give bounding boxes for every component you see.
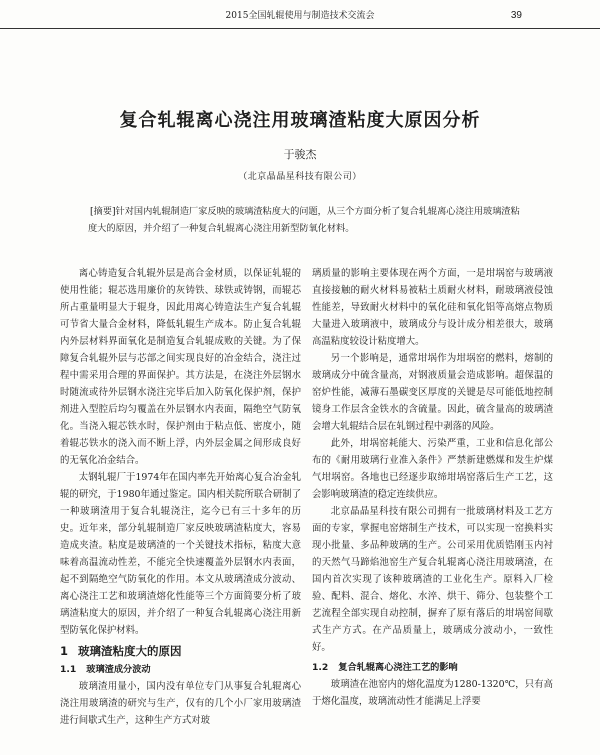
article-title: 复合轧辊离心浇注用玻璃渣粘度大原因分析 <box>119 110 481 131</box>
running-head <box>0 4 600 29</box>
paragraph: 另一个影响是，通常坩埚作为坩埚窑的燃料，熔制的玻璃成分中硫含量高，对钢液质量会造成影响。超保温的窑炉性能，减薄石墨碳变区厚度的关键是尽可能低地控制镜身工作层含金铁水的含硫量。因此，硫含量高的玻璃渣会增大轧辊结合层在轧钢过程中剥落的风险。 <box>312 353 553 432</box>
paragraph: 此外，坩埚窑耗能大、污染严重，工业和信息化部公布的《耐用玻璃行业准入条件》严禁新建燃煤和发生炉煤气坩埚窑。各地也已经逐步取缔坩埚窑落后生产工艺，这会影响玻璃渣的稳定连续供应。 <box>312 438 553 500</box>
paragraph: 北京晶晶星科技有限公司拥有一批玻璃材料及工艺方面的专家，掌握电窑熔制生产技术，可以实现一窑换料实现小批量、多品种玻璃的生产。公司采用优质锆刚玉内衬的天然气马蹄焰池窑生产复合轧辊离心浇注用玻璃渣，在国内首次实现了该种玻璃渣的工业化生产。原料入厂检验、配料、混合、熔化、水淬、烘干、筛分、包装整个工艺流程全部实现自动控制，摒弃了原有落后的坩埚窑间歇式生产方式。在产品质量上，玻璃成分波动小，一致性好。 <box>312 506 553 653</box>
running-head-text: 2015全国轧辊使用与制造技术交流会 <box>225 11 375 21</box>
subsection-title: 复合轧辊离心浇注工艺的影响 <box>338 662 458 673</box>
left-column <box>60 265 301 729</box>
section-number: 1 <box>60 644 69 658</box>
affiliation: （北京晶晶星科技有限公司） <box>238 172 362 182</box>
subsection-heading <box>312 659 553 676</box>
right-column <box>312 265 553 710</box>
paragraph: 玻璃渣在池窑内的熔化温度为1280-1320℃，只有高于熔化温度，玻璃流动性才能满足上浮要 <box>312 679 553 707</box>
paragraph: 离心铸造复合轧辊外层是高合金材质，以保证轧辊的使用性能；辊芯选用廉价的灰铸铁、球铁或铸钢，而辊芯所占重量明显大于辊身，因此用离心铸造法生产复合轧辊可节省大量合金材料，降低轧辊生产成本。防止复合轧辊内外层材料界面氧化是制造复合轧辊成败的关键。为了保障复合轧辊外层与芯部之间实现良好的冶金结合，浇注过程中需采用合理的界面保护。其方法是，在浇注外层钢水时随流或待外层钢水浇注完毕后加入防氧化保护剂，保护剂进入型腔后均匀覆盖在外层钢水内表面，隔绝空气防氧化。当浇入辊芯铁水时，保护剂由于粘点低、密度小，随着辊芯铁水的浇入而不断上浮，内外层金属之间形成良好的无氧化冶金结合。 <box>60 268 301 466</box>
paragraph: 太钢轧辊厂于1974年在国内率先开始离心复合冶金轧辊的研究，于1980年通过鉴定。国内相关院所联合研制了一种玻璃渣用于复合轧辊浇注，迄今已有三十多年的历史。近年来，部分轧辊制造厂家反映玻璃渣粘度大，容易造成夹渣。粘度是玻璃渣的一个关键技术指标，粘度大意味着高温流动性差，不能完全快速覆盖外层钢水内表面，起不到隔绝空气防氧化的作用。本文从玻璃渣成分波动、离心浇注工艺和玻璃渣熔化性能等三个方面简要分析了玻璃渣粘度大的原因，并介绍了一种复合轧辊离心浇注用新型防氧化保护材料。 <box>60 472 301 636</box>
subsection-heading <box>60 661 301 678</box>
page-number: 39 <box>510 10 522 21</box>
abstract <box>88 203 528 237</box>
abstract-text: 针对国内轧辊制造厂家反映的玻璃渣粘度大的问题，从三个方面分析了复合轧辊离心浇注用玻璃渣粘度大的原因，并介绍了一种复合轧辊离心浇注用新型防氧化材料。 <box>88 206 520 234</box>
paragraph: 玻璃渣用量小，国内没有单位专门从事复合轧辊离心浇注用玻璃渣的研究与生产，仅有的几个小厂家用玻璃渣进行间歇式生产，这种生产方式对玻 <box>60 681 301 726</box>
subsection-number: 1.2 <box>312 662 329 673</box>
section-title: 玻璃渣粘度大的原因 <box>78 644 182 658</box>
section-heading <box>60 642 301 660</box>
subsection-number: 1.1 <box>60 664 77 675</box>
abstract-label: [摘要] <box>90 206 116 217</box>
subsection-title: 玻璃渣成分波动 <box>86 664 151 675</box>
author: 于骏杰 <box>283 148 317 161</box>
paragraph: 璃质量的影响主要体现在两个方面，一是坩埚窑与玻璃液直接接触的耐火材料易被粘土质耐火材料，耐玻璃液侵蚀性能差，导致耐火材料中的氧化硅和氧化铝等高熔点物质大量进入玻璃液中，玻璃成分与设计成分相差很大，玻璃高温粘度较设计粘度增大。 <box>312 268 553 347</box>
